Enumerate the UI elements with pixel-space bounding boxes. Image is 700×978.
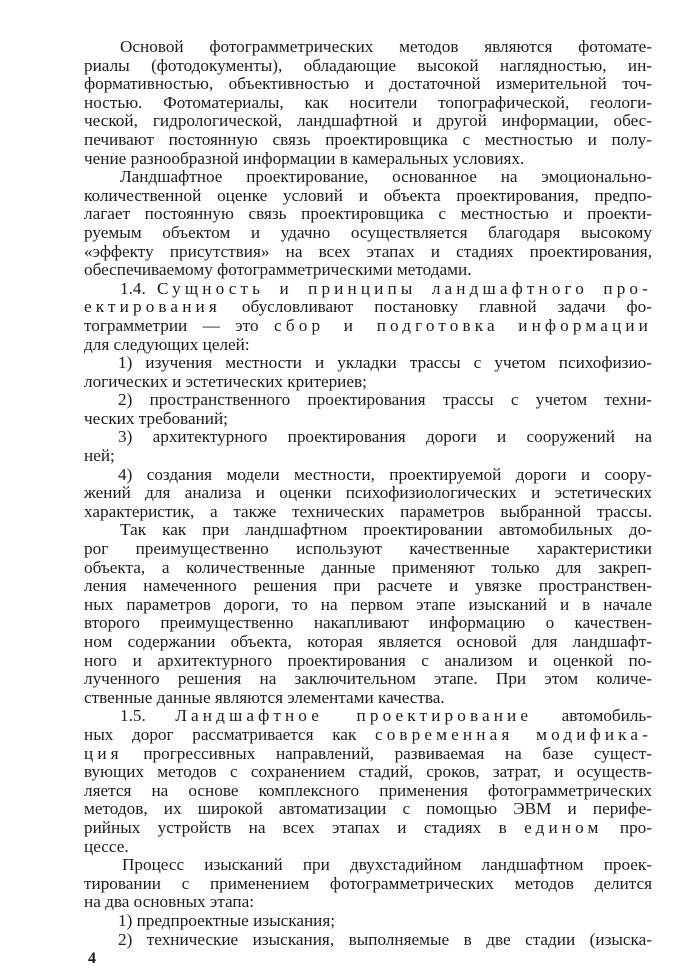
text-line: чение разнообразной информации в камеральных условиях. xyxy=(84,148,525,168)
text-line: Ландшафтное проектирование, основанное на эмоционально- xyxy=(120,167,652,187)
text-run: тограмметрии — это xyxy=(84,315,274,335)
document-page xyxy=(84,38,652,949)
text-line: Так как при ландшафтном проектировании автомобильных до- xyxy=(120,520,652,540)
spaced-emphasis-text: сбор и подготовка информации xyxy=(273,315,652,335)
text-line: 2) пространственного проектирования трассы с учетом техни- xyxy=(118,390,652,410)
text-line: ного и архитектурного проектирования с анализом и оценкой по- xyxy=(84,650,652,670)
text-line: жений для анализа и оценки психофизиологических и эстетических xyxy=(84,483,652,503)
text-line: ней; xyxy=(84,446,115,466)
text-line: печивают постоянную связь проектировщика с местностью и полу- xyxy=(84,129,652,149)
text-line: Процесс изысканий при двухстадийном ландшафтном проек- xyxy=(122,855,652,875)
spaced-emphasis-text: современная модифика- xyxy=(374,724,652,744)
text-line xyxy=(84,298,652,317)
text-line: для следующих целей: xyxy=(84,334,250,354)
text-line xyxy=(84,726,652,745)
text-run: 1.4. xyxy=(120,278,158,298)
text-line: объекта, а количественные данные применяют только для закреп- xyxy=(84,557,652,577)
spaced-emphasis-text: ектирования xyxy=(84,297,221,317)
text-line: Основой фотограмметрических методов являются фотомате- xyxy=(120,37,652,56)
text-line: ностью. Фотоматериалы, как носители топографической, геологи- xyxy=(84,92,652,112)
text-line: цессе. xyxy=(84,836,129,856)
text-line xyxy=(84,745,652,764)
text-line: рог преимущественно используют качественные характеристики xyxy=(84,539,652,559)
text-line: логических и эстетических критериев; xyxy=(84,371,367,391)
text-line xyxy=(84,819,652,838)
spaced-emphasis-text: Сущность и принципы ландшафтного про- xyxy=(157,278,653,298)
text-line: ном содержании объекта, которая является основой для ландшафт- xyxy=(84,632,652,651)
text-line: руемым объектом и удачно осуществляется благодаря высокому xyxy=(84,222,652,242)
spaced-emphasis-text: едином xyxy=(524,817,603,837)
text-line: обеспечиваемому фотограмметрическими методами. xyxy=(84,260,472,280)
text-line xyxy=(84,280,652,299)
text-run: обусловливают постановку главной задачи фо- xyxy=(220,297,652,317)
text-run: ных дорог рассматривается как xyxy=(84,724,375,744)
text-line: лагает постоянную связь проектировщика с местностью и проекти- xyxy=(84,204,652,224)
spaced-emphasis-text: ция xyxy=(84,743,123,763)
text-line: 1) изучения местности и укладки трассы с учетом психофизио- xyxy=(118,353,652,373)
spaced-emphasis-text: Ландшафтное проектирование xyxy=(175,706,533,726)
text-line: ческой, гидрологической, ландшафтной и другой информации, обес- xyxy=(84,111,652,131)
text-run: автомобиль- xyxy=(532,706,652,726)
text-line: на два основных этапа: xyxy=(84,892,254,912)
text-line xyxy=(84,317,652,336)
text-run: прогрессивных направлений, развиваемая на базе сущест- xyxy=(122,743,652,763)
text-line: количественной оценке условий и объекта проектирования, предпо- xyxy=(84,185,652,205)
text-run: рийных устройств на всех этапах и стадиях в xyxy=(84,817,525,837)
text-line: лученного решения на заключительном этапе. При этом количе- xyxy=(84,669,652,689)
text-line: ляется на основе комплексного применения фотограмметрических xyxy=(84,780,652,800)
text-run: про- xyxy=(602,817,652,837)
text-line: характеристик, а также технических параметров выбранной трассы. xyxy=(84,501,652,521)
text-line: 1) предпроектные изыскания; xyxy=(118,910,336,930)
text-line: методов, их широкой автоматизации с помощью ЭВМ и перифе- xyxy=(84,799,652,819)
text-line xyxy=(84,707,652,726)
text-line: вующих методов с сохранением стадий, сроков, затрат, и осуществ- xyxy=(84,762,652,782)
text-line: второго преимущественно накапливают информацию о качествен- xyxy=(84,613,652,633)
text-line: 4) создания модели местности, проектируемой дороги и соору- xyxy=(118,464,652,484)
text-line: 2) технические изыскания, выполняемые в две стадии (изыска- xyxy=(118,929,652,949)
text-line: формативностью, объективностью и достаточной измерительной точ- xyxy=(84,74,652,94)
text-run: 1.5. xyxy=(120,706,176,726)
text-line: ческих требований; xyxy=(84,408,228,428)
text-line: риалы (фотодокументы), обладающие высокой наглядностью, ин- xyxy=(84,55,652,75)
text-line: тировании с применением фотограмметрических методов делится xyxy=(84,873,652,893)
text-line: ных параметров дороги, то на первом этапе изысканий и в начале xyxy=(84,594,652,614)
text-line: ственные данные являются элементами качества. xyxy=(84,687,445,707)
text-line: «эффекту присутствия» на всех этапах и стадиях проектирования, xyxy=(84,241,652,261)
text-line: 3) архитектурного проектирования дороги и сооружений на xyxy=(118,427,652,447)
page-number: 4 xyxy=(88,950,96,967)
text-line: ления намеченного решения при расчете и увязке пространствен- xyxy=(84,576,652,596)
